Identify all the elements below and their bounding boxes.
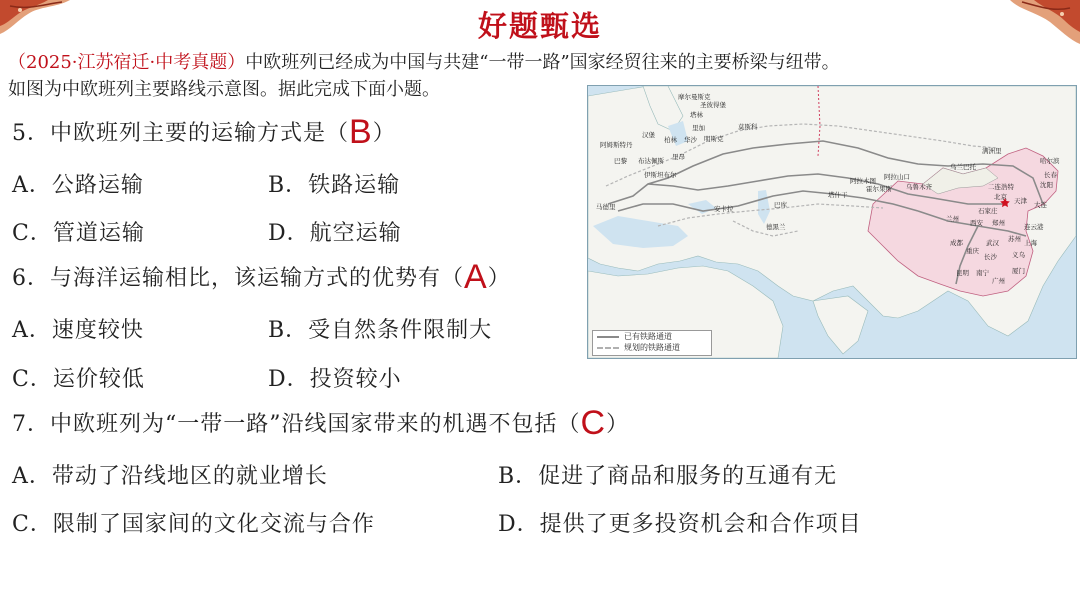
city-lanzhou: 兰州 — [946, 215, 959, 223]
question-6-answer: A — [464, 258, 488, 296]
railway-route-map — [587, 85, 1077, 359]
india-land — [813, 296, 868, 354]
city-nanning: 南宁 — [976, 269, 989, 277]
question-6-option-b: B．受自然条件限制大 — [268, 318, 493, 343]
city-madrid: 马德里 — [596, 203, 616, 211]
city-yiwu: 义乌 — [1012, 251, 1025, 259]
city-horgos: 霍尔果斯 — [866, 185, 892, 193]
city-ankara: 安卡拉 — [714, 205, 734, 213]
page-title: 好题甄选 — [477, 9, 602, 43]
question-5-option-a: A．公路运输 — [12, 173, 144, 198]
planned-route-swatch — [597, 347, 619, 349]
city-tallinn: 塔林 — [690, 111, 703, 119]
question-6-option-c: C．运价较低 — [12, 367, 145, 392]
city-dalian: 大连 — [1034, 201, 1047, 209]
city-manzhouli: 满洲里 — [982, 147, 1002, 155]
city-chengdu: 成都 — [950, 239, 963, 247]
question-7-option-c: C．限制了国家间的文化交流与合作 — [12, 512, 375, 537]
city-tianjin: 天津 — [1014, 197, 1027, 205]
question-7-stem: 7．中欧班列为“一带一路”沿线国家带来的机遇不包括（C） — [12, 404, 630, 442]
city-minsk: 明斯克 — [704, 135, 724, 143]
question-5-option-d: D．航空运输 — [268, 221, 402, 246]
city-baku: 巴库 — [774, 201, 787, 209]
question-7-option-d: D．提供了更多投资机会和合作项目 — [498, 512, 862, 537]
city-xiamen: 厦门 — [1012, 267, 1025, 275]
city-tehran: 德黑兰 — [766, 223, 786, 231]
city-ulanbator: 乌兰巴托 — [950, 163, 976, 171]
city-warsaw: 华沙 — [684, 136, 697, 144]
city-kunming: 昆明 — [956, 269, 969, 277]
city-changchun: 长春 — [1044, 171, 1057, 179]
intro-line-1 — [8, 49, 1078, 76]
question-6-option-a: A．速度较快 — [12, 318, 144, 343]
city-harbin: 哈尔滨 — [1040, 157, 1060, 165]
city-zhengzhou: 郑州 — [992, 219, 1005, 227]
question-5-answer: B — [349, 113, 373, 151]
city-suzhou: 苏州 — [1008, 235, 1021, 243]
city-hamburg: 汉堡 — [642, 131, 655, 139]
city-erlian: 二连浩特 — [988, 183, 1014, 191]
city-urumqi: 乌鲁木齐 — [906, 183, 932, 191]
city-moscow: 莫斯科 — [738, 123, 758, 131]
city-berlin: 柏林 — [664, 136, 677, 144]
question-5-option-c: C．管道运输 — [12, 221, 145, 246]
question-5-stem: 5．中欧班列主要的运输方式是（B） — [12, 113, 396, 151]
question-6-option-d: D．投资较小 — [268, 367, 402, 392]
question-7-option-a: A．带动了沿线地区的就业增长 — [12, 464, 328, 489]
city-istanbul: 伊斯坦布尔 — [644, 171, 677, 179]
city-chongqing: 重庆 — [966, 247, 979, 255]
city-shenyang: 沈阳 — [1040, 181, 1053, 189]
city-riga: 里加 — [692, 124, 705, 132]
city-paris: 巴黎 — [614, 157, 627, 165]
city-rotterdam: 阿姆斯特丹 — [600, 141, 633, 149]
city-guangzhou: 广州 — [992, 277, 1005, 285]
existing-route-swatch — [597, 336, 619, 338]
city-st-petersburg: 圣彼得堡 — [700, 101, 726, 109]
question-5-option-b: B．铁路运输 — [268, 173, 401, 198]
city-budapest: 布达佩斯 — [638, 157, 664, 165]
question-7-option-b: B．促进了商品和服务的互通有无 — [498, 464, 838, 489]
legend-planned: 规划的铁路通道 — [593, 342, 711, 353]
city-shijiazhuang: 石家庄 — [978, 207, 998, 215]
city-xian: 西安 — [970, 219, 983, 227]
city-tashkent: 塔什干 — [828, 191, 848, 199]
city-alashankou: 阿拉山口 — [884, 173, 910, 181]
legend-existing: 已有铁路通道 — [593, 331, 711, 342]
city-shanghai: 上海 — [1024, 239, 1037, 247]
city-lyon: 里昂 — [672, 153, 685, 161]
map-legend — [592, 330, 712, 356]
city-beijing: 北京 — [994, 193, 1007, 201]
city-wuhan: 武汉 — [986, 239, 999, 247]
city-lianyungang: 连云港 — [1024, 223, 1044, 231]
question-source: （2025·江苏宿迁·中考真题） — [8, 52, 246, 73]
question-6-stem: 6．与海洋运输相比，该运输方式的优势有（A） — [12, 258, 511, 296]
intro-text-1: 中欧班列已经成为中国与共建“一带一路”国家经贸往来的主要桥梁与纽带。 — [245, 52, 840, 73]
city-almaty: 阿拉木图 — [850, 177, 876, 185]
question-7-answer: C — [580, 404, 607, 442]
city-murmansk: 摩尔曼斯克 — [678, 93, 711, 101]
intro-line-2: 如图为中欧班列主要路线示意图。据此完成下面小题。 — [8, 79, 440, 100]
city-changsha: 长沙 — [984, 253, 997, 261]
